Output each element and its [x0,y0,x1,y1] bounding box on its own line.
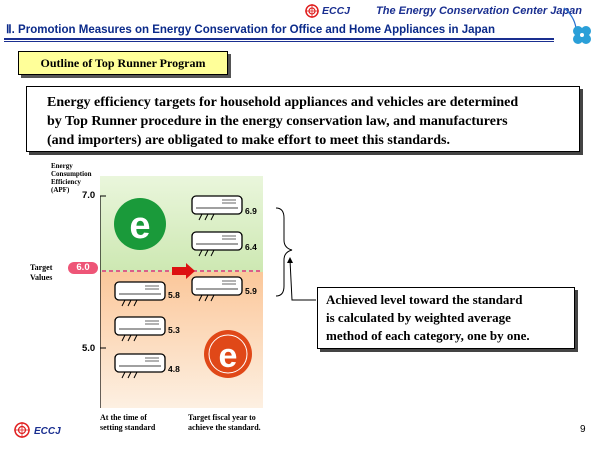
target-value-badge: 6.0 [68,262,98,274]
summary-box [26,86,580,152]
callout-line: method of each category, one by one. [326,328,530,343]
section-label: Outline of Top Runner Program [18,51,228,75]
callout-box [317,287,575,349]
callout-line: Achieved level toward the standard [326,292,523,307]
svg-text:e: e [218,337,238,375]
clover-icon [560,4,596,52]
value-label: 5.9 [245,286,257,296]
callout-line: is calculated by weighted average [326,310,511,325]
x-label-right: Target fiscal year to achieve the standard. [188,413,261,432]
y-tick-label: 5.0 [82,343,96,354]
svg-text:e: e [129,205,151,247]
value-label: 6.4 [245,242,257,252]
header-org-name: The Energy Conservation Center Japan [376,5,582,17]
summary-line: by Top Runner procedure in the energy conservation law, and manufacturers [47,114,508,129]
eccj-logo-icon [305,4,319,18]
value-label: 4.8 [168,364,180,374]
y-axis-title: Energy Consumption Efficiency (APF) [51,162,92,194]
page-title: Ⅱ. Promotion Measures on Energy Conservation for Office and Home Appliances in Japan [6,24,495,36]
summary-line: (and importers) are obligated to make effort to meet this standards. [47,133,450,148]
target-label: Target Values [30,263,53,282]
eccj-logo-icon [14,422,30,438]
value-label: 6.9 [245,206,257,216]
footer-logo-text: ECCJ [34,426,61,437]
header-logo-text: ECCJ [322,5,351,17]
page-number: 9 [580,424,586,435]
value-label: 5.8 [168,290,180,300]
y-tick-label: 7.0 [82,190,96,201]
efficiency-diagram [100,176,263,408]
header-divider-thin [4,41,554,42]
bracket-connector [272,200,320,320]
x-label-left: At the time of setting standard [100,413,156,432]
value-label: 5.3 [168,325,180,335]
header-divider [4,38,554,40]
summary-line: Energy efficiency targets for household appliances and vehicles are determined [47,95,519,110]
